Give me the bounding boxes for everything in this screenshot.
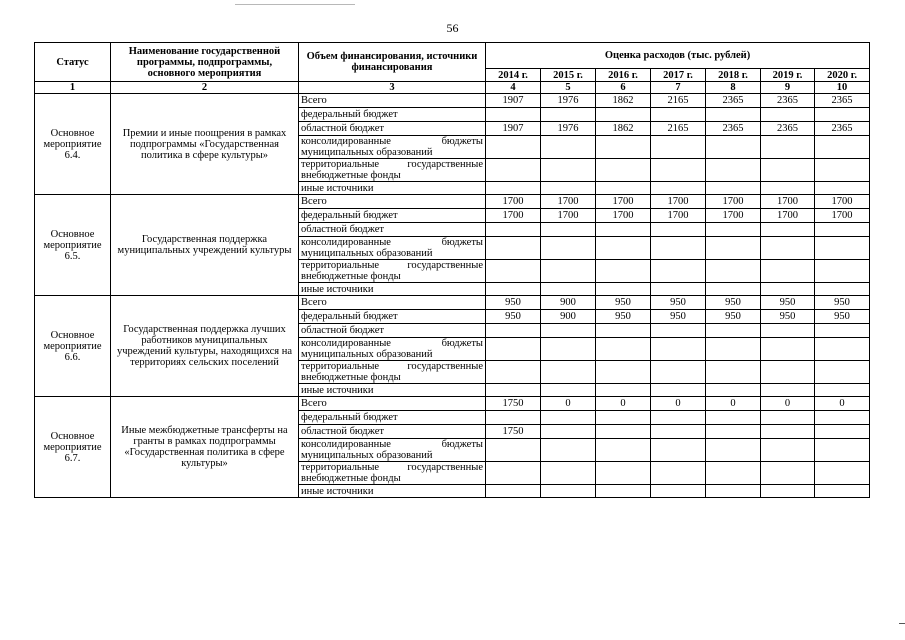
amount-cell <box>596 338 651 361</box>
amount-cell: 1700 <box>541 209 596 223</box>
amount-cell <box>761 136 815 159</box>
amount-cell <box>541 338 596 361</box>
amount-cell <box>761 361 815 384</box>
funding-source-cell: иные источники <box>299 384 486 397</box>
amount-cell: 0 <box>596 397 651 411</box>
amount-cell <box>761 223 815 237</box>
funding-source-cell: федеральный бюджет <box>299 411 486 425</box>
amount-cell: 1700 <box>541 195 596 209</box>
amount-cell <box>486 159 541 182</box>
funding-source-cell: Всего <box>299 94 486 108</box>
funding-source-cell: иные источники <box>299 182 486 195</box>
amount-cell <box>596 485 651 498</box>
amount-cell <box>706 324 761 338</box>
amount-cell <box>815 237 870 260</box>
amount-cell: 950 <box>761 296 815 310</box>
table-row <box>35 94 870 108</box>
funding-source-cell: областной бюджет <box>299 122 486 136</box>
column-number: 6 <box>596 82 651 94</box>
amount-cell <box>706 159 761 182</box>
amount-cell: 2365 <box>815 94 870 108</box>
table-row <box>35 195 870 209</box>
amount-cell: 1700 <box>815 195 870 209</box>
amount-cell: 2365 <box>761 122 815 136</box>
funding-source-cell: областной бюджет <box>299 223 486 237</box>
column-number: 3 <box>299 82 486 94</box>
amount-cell <box>541 283 596 296</box>
amount-cell <box>596 159 651 182</box>
amount-cell: 1700 <box>706 209 761 223</box>
amount-cell: 1700 <box>761 209 815 223</box>
amount-cell <box>486 108 541 122</box>
top-rule <box>235 4 355 5</box>
header-year: 2014 г. <box>486 69 541 82</box>
amount-cell <box>815 425 870 439</box>
amount-cell: 1750 <box>486 425 541 439</box>
amount-cell <box>651 237 706 260</box>
amount-cell <box>541 324 596 338</box>
amount-cell <box>486 237 541 260</box>
amount-cell: 1700 <box>596 209 651 223</box>
amount-cell <box>706 485 761 498</box>
measure-name-cell: Премии и иные поощрения в рамках подпрограммы «Государственная политика в сфере культуры» <box>111 94 299 195</box>
table-body <box>35 43 870 498</box>
amount-cell: 950 <box>651 310 706 324</box>
amount-cell <box>761 439 815 462</box>
amount-cell: 1862 <box>596 122 651 136</box>
amount-cell <box>761 108 815 122</box>
status-cell: Основное мероприятие 6.5. <box>35 195 111 296</box>
amount-cell <box>761 182 815 195</box>
measure-name-cell: Государственная поддержка муниципальных учреждений культуры <box>111 195 299 296</box>
amount-cell: 2365 <box>815 122 870 136</box>
funding-source-cell: федеральный бюджет <box>299 108 486 122</box>
amount-cell: 1862 <box>596 94 651 108</box>
amount-cell: 2365 <box>706 122 761 136</box>
column-number: 4 <box>486 82 541 94</box>
amount-cell: 950 <box>815 310 870 324</box>
funding-source-cell: иные источники <box>299 283 486 296</box>
header-year: 2018 г. <box>706 69 761 82</box>
amount-cell <box>706 411 761 425</box>
amount-cell <box>596 136 651 159</box>
amount-cell <box>761 425 815 439</box>
funding-source-cell: областной бюджет <box>299 324 486 338</box>
funding-source-cell: Всего <box>299 195 486 209</box>
amount-cell <box>815 462 870 485</box>
amount-cell <box>486 324 541 338</box>
amount-cell: 1976 <box>541 94 596 108</box>
column-number: 10 <box>815 82 870 94</box>
amount-cell <box>541 159 596 182</box>
amount-cell: 0 <box>541 397 596 411</box>
amount-cell <box>706 237 761 260</box>
amount-cell <box>706 260 761 283</box>
amount-cell <box>815 159 870 182</box>
amount-cell: 1907 <box>486 122 541 136</box>
amount-cell <box>815 260 870 283</box>
amount-cell <box>541 425 596 439</box>
amount-cell: 900 <box>541 296 596 310</box>
amount-cell <box>541 361 596 384</box>
amount-cell <box>761 159 815 182</box>
funding-source-cell: федеральный бюджет <box>299 209 486 223</box>
header-year: 2015 г. <box>541 69 596 82</box>
header-year: 2016 г. <box>596 69 651 82</box>
amount-cell: 2165 <box>651 94 706 108</box>
amount-cell: 950 <box>706 296 761 310</box>
amount-cell: 950 <box>706 310 761 324</box>
amount-cell: 1700 <box>596 195 651 209</box>
amount-cell <box>761 237 815 260</box>
amount-cell <box>486 283 541 296</box>
amount-cell <box>541 237 596 260</box>
amount-cell <box>706 462 761 485</box>
amount-cell <box>706 136 761 159</box>
amount-cell <box>541 384 596 397</box>
expenditure-table <box>34 42 870 498</box>
amount-cell <box>706 361 761 384</box>
funding-source-cell: Всего <box>299 296 486 310</box>
amount-cell <box>486 411 541 425</box>
table-row <box>35 397 870 411</box>
funding-source-cell: консолидированные бюджеты муниципальных образований <box>299 136 486 159</box>
header-estimate: Оценка расходов (тыс. рублей) <box>486 43 870 69</box>
amount-cell <box>596 361 651 384</box>
amount-cell <box>541 411 596 425</box>
funding-source-cell: территориальные государственные внебюджетные фонды <box>299 260 486 283</box>
amount-cell <box>541 439 596 462</box>
amount-cell <box>596 324 651 338</box>
status-cell: Основное мероприятие 6.4. <box>35 94 111 195</box>
amount-cell <box>651 260 706 283</box>
column-number: 8 <box>706 82 761 94</box>
amount-cell <box>815 223 870 237</box>
amount-cell: 950 <box>651 296 706 310</box>
header-year: 2019 г. <box>761 69 815 82</box>
amount-cell <box>706 439 761 462</box>
amount-cell <box>651 384 706 397</box>
column-number: 7 <box>651 82 706 94</box>
funding-source-cell: территориальные государственные внебюджетные фонды <box>299 361 486 384</box>
column-number: 9 <box>761 82 815 94</box>
header-status: Статус <box>35 43 111 82</box>
amount-cell <box>651 324 706 338</box>
header-name: Наименование государственной программы, подпрограммы, основного мероприятия <box>111 43 299 82</box>
amount-cell: 1700 <box>761 195 815 209</box>
amount-cell <box>815 361 870 384</box>
amount-cell <box>596 182 651 195</box>
amount-cell <box>541 485 596 498</box>
amount-cell <box>706 384 761 397</box>
amount-cell <box>651 462 706 485</box>
amount-cell <box>596 260 651 283</box>
amount-cell: 1700 <box>651 209 706 223</box>
amount-cell <box>541 136 596 159</box>
funding-source-cell: консолидированные бюджеты муниципальных образований <box>299 237 486 260</box>
amount-cell: 2165 <box>651 122 706 136</box>
amount-cell <box>815 338 870 361</box>
amount-cell <box>706 425 761 439</box>
amount-cell <box>706 182 761 195</box>
amount-cell <box>761 462 815 485</box>
amount-cell <box>486 361 541 384</box>
funding-source-cell: консолидированные бюджеты муниципальных образований <box>299 439 486 462</box>
amount-cell: 1976 <box>541 122 596 136</box>
amount-cell <box>651 108 706 122</box>
header-volume: Объем финансирования, источники финансирования <box>299 43 486 82</box>
funding-source-cell: консолидированные бюджеты муниципальных образований <box>299 338 486 361</box>
amount-cell <box>651 439 706 462</box>
amount-cell <box>815 439 870 462</box>
amount-cell <box>596 411 651 425</box>
measure-name-cell: Государственная поддержка лучших работников муниципальных учреждений культуры, находящихся на территориях сельских поселений <box>111 296 299 397</box>
amount-cell <box>815 485 870 498</box>
amount-cell <box>596 439 651 462</box>
amount-cell: 1700 <box>651 195 706 209</box>
amount-cell: 900 <box>541 310 596 324</box>
amount-cell <box>815 384 870 397</box>
amount-cell: 950 <box>596 296 651 310</box>
amount-cell <box>815 182 870 195</box>
amount-cell: 0 <box>815 397 870 411</box>
amount-cell: 950 <box>761 310 815 324</box>
amount-cell <box>486 136 541 159</box>
amount-cell <box>541 182 596 195</box>
header-row <box>35 43 870 69</box>
page-number: 56 <box>446 21 459 35</box>
amount-cell <box>486 439 541 462</box>
amount-cell: 0 <box>761 397 815 411</box>
amount-cell <box>815 324 870 338</box>
amount-cell <box>815 283 870 296</box>
amount-cell: 1700 <box>486 195 541 209</box>
amount-cell <box>706 338 761 361</box>
amount-cell <box>651 361 706 384</box>
amount-cell <box>596 425 651 439</box>
amount-cell <box>651 283 706 296</box>
amount-cell <box>486 182 541 195</box>
amount-cell <box>651 182 706 195</box>
funding-source-cell: территориальные государственные внебюджетные фонды <box>299 159 486 182</box>
column-number-row <box>35 82 870 94</box>
table-row <box>35 296 870 310</box>
amount-cell: 0 <box>651 397 706 411</box>
amount-cell <box>541 223 596 237</box>
amount-cell <box>761 384 815 397</box>
amount-cell: 950 <box>596 310 651 324</box>
amount-cell <box>541 260 596 283</box>
amount-cell <box>761 485 815 498</box>
amount-cell: 1700 <box>486 209 541 223</box>
measure-name-cell: Иные межбюджетные трансферты на гранты в рамках подпрограммы «Государственная политика в сфере культуры» <box>111 397 299 498</box>
amount-cell: 950 <box>486 310 541 324</box>
amount-cell <box>596 283 651 296</box>
amount-cell <box>596 237 651 260</box>
header-year: 2020 г. <box>815 69 870 82</box>
amount-cell <box>761 260 815 283</box>
amount-cell: 1750 <box>486 397 541 411</box>
amount-cell <box>596 108 651 122</box>
amount-cell <box>486 223 541 237</box>
amount-cell <box>761 411 815 425</box>
amount-cell <box>651 136 706 159</box>
amount-cell <box>486 485 541 498</box>
amount-cell <box>706 223 761 237</box>
amount-cell <box>761 283 815 296</box>
amount-cell <box>651 425 706 439</box>
amount-cell <box>706 108 761 122</box>
amount-cell <box>596 462 651 485</box>
amount-cell <box>815 411 870 425</box>
amount-cell <box>541 462 596 485</box>
column-number: 2 <box>111 82 299 94</box>
amount-cell <box>761 324 815 338</box>
amount-cell <box>541 108 596 122</box>
amount-cell <box>651 411 706 425</box>
funding-source-cell: областной бюджет <box>299 425 486 439</box>
amount-cell: 1700 <box>815 209 870 223</box>
funding-source-cell: Всего <box>299 397 486 411</box>
funding-source-cell: иные источники <box>299 485 486 498</box>
amount-cell <box>596 223 651 237</box>
status-cell: Основное мероприятие 6.7. <box>35 397 111 498</box>
amount-cell <box>651 485 706 498</box>
amount-cell <box>486 260 541 283</box>
amount-cell <box>761 338 815 361</box>
amount-cell: 950 <box>815 296 870 310</box>
amount-cell <box>486 462 541 485</box>
amount-cell: 950 <box>486 296 541 310</box>
amount-cell <box>596 384 651 397</box>
amount-cell: 2365 <box>761 94 815 108</box>
amount-cell <box>486 338 541 361</box>
column-number: 1 <box>35 82 111 94</box>
amount-cell <box>651 159 706 182</box>
amount-cell <box>651 223 706 237</box>
column-number: 5 <box>541 82 596 94</box>
amount-cell: 0 <box>706 397 761 411</box>
amount-cell: 2365 <box>706 94 761 108</box>
funding-source-cell: федеральный бюджет <box>299 310 486 324</box>
amount-cell <box>815 108 870 122</box>
header-year: 2017 г. <box>651 69 706 82</box>
amount-cell <box>815 136 870 159</box>
amount-cell: 1907 <box>486 94 541 108</box>
status-cell: Основное мероприятие 6.6. <box>35 296 111 397</box>
amount-cell <box>486 384 541 397</box>
amount-cell <box>651 338 706 361</box>
edge-mark <box>899 623 905 624</box>
funding-source-cell: территориальные государственные внебюджетные фонды <box>299 462 486 485</box>
amount-cell <box>706 283 761 296</box>
amount-cell: 1700 <box>706 195 761 209</box>
